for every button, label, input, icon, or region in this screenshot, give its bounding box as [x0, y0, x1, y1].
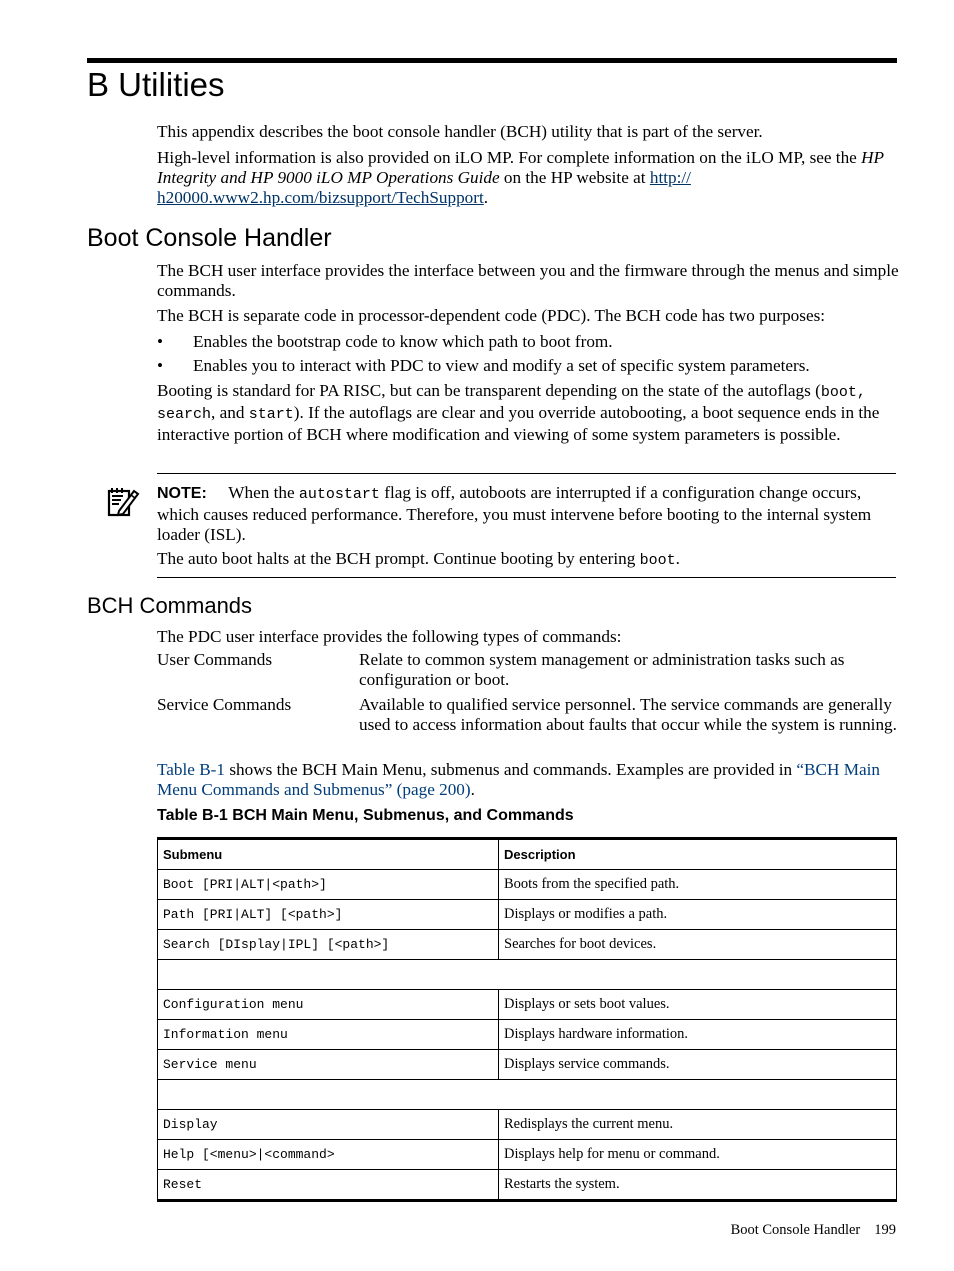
table-separator-row: [158, 960, 897, 990]
code-start: start: [248, 405, 294, 423]
def-term-user-commands: User Commands: [157, 650, 273, 669]
table-header-row: [158, 839, 897, 870]
table-row: [158, 1020, 897, 1050]
cell-command: Service menu: [158, 1050, 499, 1080]
cell-command: Information menu: [158, 1020, 499, 1050]
note-bottom-rule: [157, 577, 896, 578]
section-title-bch-commands: BCH Commands: [87, 593, 253, 618]
page-footer: [731, 1222, 896, 1239]
def-term-service-commands: Service Commands: [157, 695, 292, 714]
table-caption: Table B-1 BCH Main Menu, Submenus, and Commands: [157, 807, 574, 824]
empty-cell: [158, 960, 897, 990]
cell-command: Path [PRI|ALT] [<path>]: [158, 900, 499, 930]
cell-command: Help [<menu>|<command>: [158, 1140, 499, 1170]
cell-description: Boots from the specified path.: [499, 870, 897, 900]
chapter-title: B Utilities: [87, 66, 225, 103]
note-paragraph-1: NOTE: When the autostart flag is off, autoboots are interrupted if a configuration change occurs, which causes reduced performance. Therefore, you must intervene before booting to the internal system loader (ISL).: [157, 483, 872, 544]
table-b1-link[interactable]: Table B-1: [157, 760, 226, 779]
note-paragraph-2: The auto boot halts at the BCH prompt. Continue booting by entering boot.: [157, 549, 680, 569]
code-boot: boot: [639, 552, 676, 569]
cell-command: Display: [158, 1110, 499, 1140]
hp-website-link[interactable]: http:// h20000.www2.hp.com/bizsupport/TechSupport: [157, 167, 691, 207]
table-row: [158, 870, 897, 900]
note-label: NOTE:: [157, 485, 207, 502]
table-row: [158, 930, 897, 960]
bullet-icon: •: [157, 356, 164, 375]
cell-description: Restarts the system.: [499, 1170, 897, 1201]
note-pencil-icon: [106, 485, 140, 519]
table-row: [158, 1170, 897, 1201]
def-desc-user-commands: Relate to common system management or administration tasks such as configuration or boot.: [359, 650, 845, 689]
intro-paragraph-2: High-level information is also provided on iLO MP. For complete information on the iLO MP, see the HP Integrity and HP 9000 iLO MP Operations Guide on the HP website at http:// h20000.www2.hp.com/bizsupport/TechSupport.: [157, 148, 884, 207]
page-number: 199: [874, 1222, 896, 1238]
intro-paragraph-1: This appendix describes the boot console handler (BCH) utility that is part of the server.: [157, 122, 763, 141]
table-separator-row: [158, 1080, 897, 1110]
header-description: Description: [499, 839, 897, 870]
cell-command: Search [DIsplay|IPL] [<path>]: [158, 930, 499, 960]
cell-command: Boot [PRI|ALT|<path>]: [158, 870, 499, 900]
table-row: [158, 1140, 897, 1170]
table-row: [158, 990, 897, 1020]
bullet-icon: •: [157, 332, 164, 351]
cell-description: Displays or modifies a path.: [499, 900, 897, 930]
table-reference-paragraph: Table B-1 shows the BCH Main Menu, submenus and commands. Examples are provided in “BCH Main Menu Commands and Submenus” (page 200).: [157, 760, 880, 799]
def-desc-service-commands: Available to qualified service personnel. The service commands are generally used to access information about faults that occur while the system is running.: [359, 695, 897, 734]
empty-cell: [158, 1080, 897, 1110]
cell-description: Displays hardware information.: [499, 1020, 897, 1050]
table-row: [158, 1050, 897, 1080]
cell-description: Displays help for menu or command.: [499, 1140, 897, 1170]
guide-title: HP Integrity and HP 9000 iLO MP Operations Guide: [157, 148, 884, 187]
bch-paragraph-2: The BCH is separate code in processor-dependent code (PDC). The BCH code has two purposes:: [157, 306, 826, 325]
note-top-rule: [157, 473, 896, 474]
table-row: [158, 1110, 897, 1140]
code-autostart: autostart: [298, 486, 380, 503]
bch-paragraph-3: Booting is standard for PA RISC, but can be transparent depending on the state of the autoflags (boot, search, and start). If the autoflags are clear and you override autobooting, a boot sequence ends in the interactive portion of BCH where modification and viewing of some system parameters is possible.: [157, 381, 880, 444]
code-autoflags: boot, search: [157, 384, 866, 423]
cell-command: Configuration menu: [158, 990, 499, 1020]
commands-intro: The PDC user interface provides the following types of commands:: [157, 627, 622, 646]
header-submenu: Submenu: [158, 839, 499, 870]
cell-description: Displays service commands.: [499, 1050, 897, 1080]
chapter-top-rule: [87, 58, 897, 63]
cell-description: Searches for boot devices.: [499, 930, 897, 960]
bch-paragraph-1: The BCH user interface provides the interface between you and the firmware through the menus and simple commands.: [157, 261, 899, 300]
footer-section-title: Boot Console Handler: [730, 1222, 861, 1238]
table-row: [158, 900, 897, 930]
cell-description: Displays or sets boot values.: [499, 990, 897, 1020]
cell-description: Redisplays the current menu.: [499, 1110, 897, 1140]
bch-commands-table: [157, 837, 897, 1202]
cell-command: Reset: [158, 1170, 499, 1201]
bch-main-menu-link[interactable]: “BCH Main Menu Commands and Submenus” (page 200): [157, 760, 880, 799]
section-title-boot-console-handler: Boot Console Handler: [87, 224, 332, 252]
